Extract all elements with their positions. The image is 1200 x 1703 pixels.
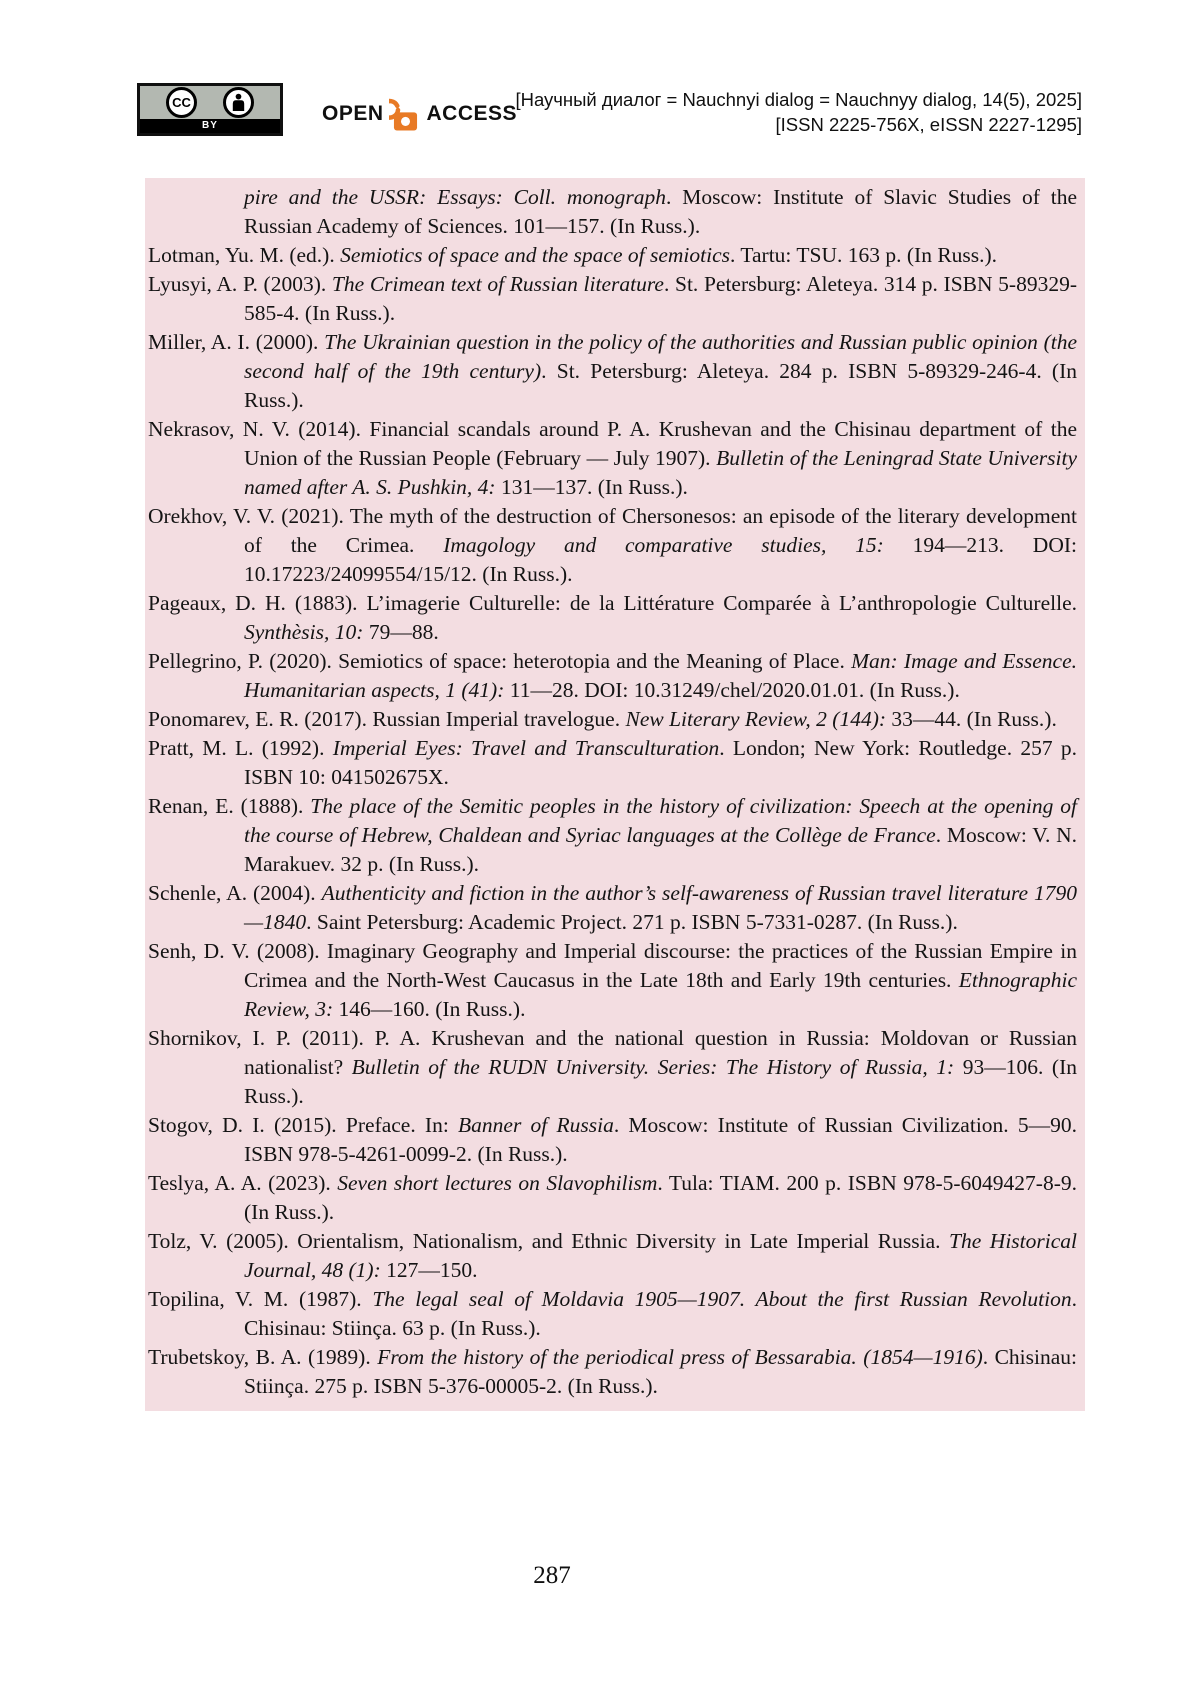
reference-entry: Renan, E. (1888). The place of the Semitic peoples in the history of civilization: Speech at the opening of the course of Hebrew, Chaldean and Syriac languages at the Collège de France. Moscow: V. N. Marakuev. 32 p. (In Russ.). — [148, 794, 1078, 876]
reference-entry: Lyusyi, A. P. (2003). The Crimean text of Russian literature. St. Petersburg: Aleteya. 314 p. ISBN 5-89329-585-4. (In Russ.). — [148, 272, 1078, 325]
reference-entry: Teslya, A. A. (2023). Seven short lectures on Slavophilism. Tula: TIAM. 200 p. ISBN 978-5-6049427-8-9. (In Russ.). — [148, 1171, 1077, 1224]
reference-entry: Tolz, V. (2005). Orientalism, Nationalism, and Ethnic Diversity in Late Imperial Russia. The Historical Journal, 48 (1): 127—150. — [148, 1229, 1077, 1282]
cc-by-badge — [137, 83, 283, 136]
reference-entry: Schenle, A. (2004). Authenticity and fiction in the author’s self-awareness of Russian travel literature 1790—1840. Saint Petersburg: Academic Project. 271 p. ISBN 5-7331-0287. (In Russ.). — [148, 881, 1077, 934]
reference-entry: Pageaux, D. H. (1883). L’imagerie Culturelle: de la Littérature Comparée à L’anthropologie Culturelle. Synthèsis, 10: 79—88. — [148, 591, 1077, 644]
reference-entry: Pellegrino, P. (2020). Semiotics of space: heterotopia and the Meaning of Place. Man: Image and Essence. Humanitarian aspects, 1 (41): 11—28. DOI: 10.31249/chel/2020.01.01. (In Russ.). — [148, 649, 1078, 702]
open-access-open-label: OPEN — [322, 102, 384, 125]
reference-entry: Nekrasov, N. V. (2014). Financial scandals around P. A. Krushevan and the Chisinau department of the Union of the Russian People (February — July 1907). Bulletin of the Leningrad State University named after A. S. Pushkin, 4: 131—137. (In Russ.). — [148, 417, 1077, 499]
reference-entry: Trubetskoy, B. A. (1989). From the history of the periodical press of Bessarabia. (1854—1916). Chisinau: Stiinça. 275 p. ISBN 5-376-00005-2. (In Russ.). — [148, 1345, 1078, 1398]
reference-entry: Ponomarev, E. R. (2017). Russian Imperial travelogue. New Literary Review, 2 (144): 33—44. (In Russ.). — [148, 707, 1057, 731]
reference-entry: Orekhov, V. V. (2021). The myth of the destruction of Chersonesos: an episode of the literary development of the Crimea. Imagology and comparative studies, 15: 194—213. DOI: 10.17223/24099554/15/12. (In Russ.). — [148, 504, 1077, 586]
reference-entry: Shornikov, I. P. (2011). P. A. Krushevan and the national question in Russia: Moldovan or Russian nationalist? Bulletin of the RUDN University. Series: The History of Russia, 1: 93—106. (In Russ.). — [148, 1026, 1077, 1108]
reference-entry: Senh, D. V. (2008). Imaginary Geography and Imperial discourse: the practices of the Russian Empire in Crimea and the North-West Caucasus in the Late 18th and Early 19th centuries. Ethnographic Review, 3: 146—160. (In Russ.). — [148, 939, 1077, 1021]
reference-entry: Pratt, M. L. (1992). Imperial Eyes: Travel and Transculturation. London; New York: Routledge. 257 p. ISBN 10: 041502675X. — [148, 736, 1077, 789]
open-access-access-label: ACCESS — [426, 102, 518, 125]
journal-issn-line: [ISSN 2225-756X, eISSN 2227-1295] — [775, 114, 1082, 135]
references-list — [145, 178, 1085, 1411]
cc-badge-icons — [140, 86, 280, 119]
reference-entry: Miller, A. I. (2000). The Ukrainian question in the policy of the authorities and Russian public opinion (the second half of the 19th century). St. Petersburg: Aleteya. 284 p. ISBN 5-89329-246-4. (In Russ.). — [148, 330, 1077, 412]
cc-by-label: BY — [140, 119, 280, 133]
cc-icon: CC — [166, 87, 197, 118]
open-access-logo — [322, 90, 517, 138]
reference-entry: Stogov, D. I. (2015). Preface. In: Banner of Russia. Moscow: Institute of Russian Civilization. 5—90. ISBN 978-5-4261-0099-2. (In Russ.). — [148, 1113, 1078, 1166]
person-attribution-icon — [223, 87, 254, 118]
page-number: 287 — [533, 1562, 571, 1589]
reference-entry: pire and the USSR: Essays: Coll. monograph. Moscow: Institute of Slavic Studies of the Russian Academy of Sciences. 101—157. (In Russ.). — [244, 185, 1077, 238]
journal-title-line: [Научный диалог = Nauchnyi dialog = Nauchnyy dialog, 14(5), 2025] — [515, 89, 1082, 110]
open-lock-icon — [389, 92, 422, 136]
journal-info — [515, 87, 1082, 137]
reference-entry: Topilina, V. M. (1987). The legal seal of Moldavia 1905—1907. About the first Russian Revolution. Chisinau: Stiinça. 63 p. (In Russ.). — [148, 1287, 1077, 1340]
reference-entry: Lotman, Yu. M. (ed.). Semiotics of space and the space of semiotics. Tartu: TSU. 163 p. (In Russ.). — [148, 243, 998, 267]
